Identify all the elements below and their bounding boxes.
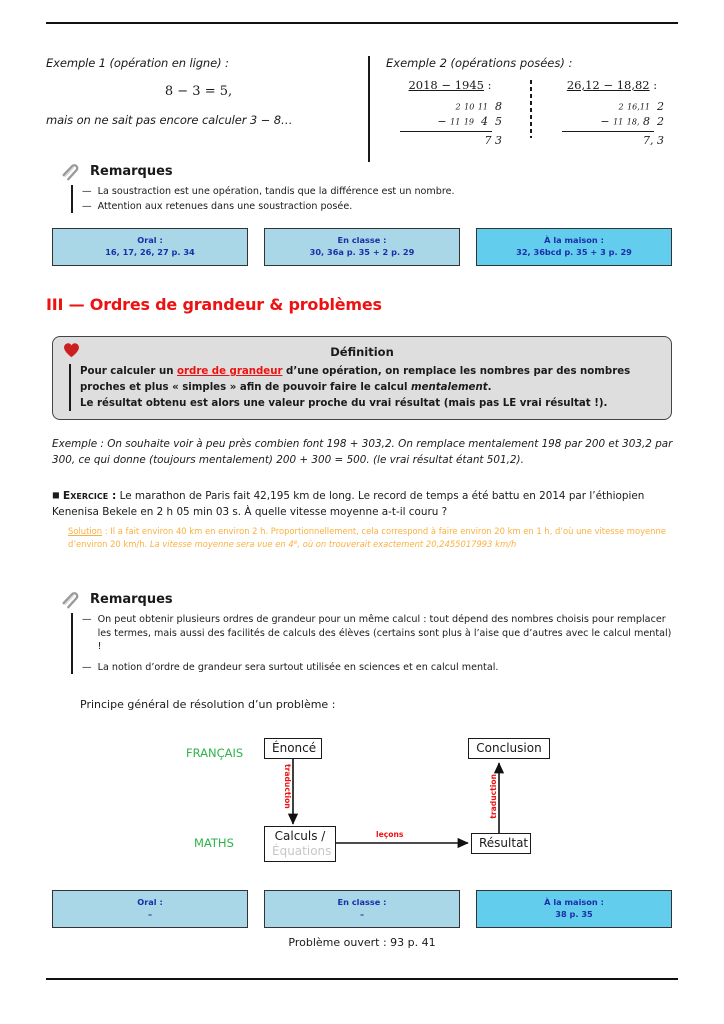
node-calculs-line-1: Calculs / bbox=[274, 829, 326, 843]
example-1 bbox=[46, 56, 351, 127]
remarques-1-item bbox=[82, 200, 660, 214]
homework-box-content: – bbox=[359, 909, 365, 920]
definition-box bbox=[52, 336, 672, 420]
homework-box-oral[interactable] bbox=[52, 228, 248, 266]
exercice-bullet-icon: ■ bbox=[52, 490, 60, 500]
node-resultat[interactable] bbox=[471, 833, 531, 854]
remarques-2-body bbox=[71, 613, 672, 674]
example-2-title: Exemple 2 (opérations posées) : bbox=[386, 56, 573, 70]
node-calculs-equations[interactable] bbox=[264, 826, 336, 862]
arrow-label-lecons: leçons bbox=[376, 830, 404, 839]
definition-text-a: Pour calculer un bbox=[80, 366, 178, 377]
definition-text-b: d’une opération, on remplace les nombres par des nombres proches et plus « simples » afin de pouvoir faire le calcul bbox=[80, 366, 631, 393]
remarques-block-2 bbox=[60, 588, 672, 675]
homework-box-title: En classe : bbox=[337, 897, 387, 907]
exercice-text: Le marathon de Paris fait 42,195 km de long. Le record de temps a été battu en 2014 par l’éthiopien Kenenisa Bekele en 2 h 05 min 03 s. À quelle vitesse moyenne a-t-il couru ? bbox=[52, 490, 645, 518]
node-resultat-label: Résultat bbox=[479, 836, 529, 850]
arrow-label-traduction-up: traduction bbox=[489, 774, 498, 819]
definition-text-c: . bbox=[487, 381, 492, 393]
remarques-1-item bbox=[82, 185, 660, 199]
remarques-1-title: Remarques bbox=[90, 163, 173, 179]
examples-area bbox=[46, 56, 678, 168]
homework-box-content: 32, 36bcd p. 35 + 3 p. 29 bbox=[516, 247, 632, 258]
homework-box-en-classe[interactable] bbox=[264, 228, 460, 266]
solution-italic-b: , où on trouverait exactement 20,2455017993 km/h bbox=[297, 539, 517, 550]
remarques-1-header bbox=[60, 160, 660, 182]
list-dash: — bbox=[82, 661, 92, 673]
homework-box-content: 16, 17, 26, 27 p. 34 bbox=[105, 247, 195, 258]
definition-line-2: Le résultat obtenu est alors une valeur proche du vrai résultat (mais pas LE vrai résultat !). bbox=[80, 397, 608, 409]
exercice-paragraph bbox=[52, 488, 676, 521]
posed-operation-2-result: 7, 3 bbox=[643, 133, 664, 147]
posed-operation-1-result: 7 3 bbox=[484, 133, 502, 147]
posed-operation-2 bbox=[548, 78, 676, 149]
exercice-label: Exercice : bbox=[62, 489, 117, 502]
footer-note: Problème ouvert : 93 p. 41 bbox=[288, 936, 436, 949]
lane-label-francais: FRANÇAIS bbox=[186, 746, 244, 760]
list-dash: — bbox=[82, 200, 92, 212]
homework-box-title: Oral : bbox=[137, 897, 163, 907]
top-rule bbox=[46, 22, 678, 24]
definition-body bbox=[69, 364, 661, 411]
paperclip-icon bbox=[60, 588, 82, 610]
posed-operation-1-rule bbox=[400, 131, 492, 132]
lane-label-maths: MATHS bbox=[194, 836, 234, 850]
solution-italic-a: La vitesse moyenne sera vue en 4 bbox=[149, 539, 294, 550]
homework-box-title: À la maison : bbox=[544, 235, 604, 245]
homework-box-a-la-maison[interactable] bbox=[476, 228, 672, 266]
homework-box-content: – bbox=[147, 909, 153, 920]
posed-operation-1 bbox=[386, 78, 514, 149]
remarques-2-title: Remarques bbox=[90, 591, 173, 607]
posed-operation-1-subtrahend: − 11 19 4 5 bbox=[437, 114, 502, 128]
homework-box-content: 30, 36a p. 35 + 2 p. 29 bbox=[309, 247, 415, 258]
posed-operation-1-colon: : bbox=[483, 78, 492, 92]
definition-title: Définition bbox=[330, 345, 394, 359]
posed-operations-separator bbox=[530, 80, 532, 138]
example-2 bbox=[386, 56, 678, 149]
list-dash: — bbox=[82, 186, 92, 197]
posed-operation-1-expression: 2018 − 1945 bbox=[408, 78, 484, 92]
example-1-title: Exemple 1 (opération en ligne) : bbox=[46, 56, 229, 70]
example-1-equation: 8 − 3 = 5, bbox=[164, 84, 233, 99]
homework-box-en-classe-2[interactable] bbox=[264, 890, 460, 928]
homework-box-row-2 bbox=[52, 890, 672, 928]
diagram-intro: Principe général de résolution d’un problème : bbox=[80, 698, 336, 711]
examples-divider bbox=[368, 56, 370, 162]
posed-operation-1-body bbox=[386, 100, 514, 149]
solution-superscript: e bbox=[293, 539, 298, 547]
remarques-1-body bbox=[71, 185, 660, 213]
bottom-rule bbox=[46, 978, 678, 980]
posed-operation-2-colon: : bbox=[649, 78, 658, 92]
example-1-note: mais on ne sait pas encore calculer 3 − 8… bbox=[46, 113, 293, 127]
list-dash: — bbox=[82, 614, 92, 625]
heart-icon bbox=[63, 342, 80, 358]
homework-box-title: Oral : bbox=[137, 235, 163, 245]
solution-paragraph bbox=[68, 525, 678, 552]
paperclip-icon bbox=[60, 160, 82, 182]
problem-solving-diagram bbox=[46, 716, 678, 866]
posed-operations bbox=[386, 78, 678, 149]
example-paragraph: Exemple : On souhaite voir à peu près combien font 198 + 303,2. On remplace mentalement 198 par 200 et 303,2 par 300, ce qui donne (toujours mentalement) 200 + 300 = 500. (le vrai résultat étant 501,2). bbox=[52, 438, 673, 466]
arrow-label-traduction-down: traduction bbox=[283, 764, 292, 809]
remarques-2-header bbox=[60, 588, 672, 610]
node-conclusion[interactable] bbox=[468, 738, 550, 759]
posed-operation-2-minuend: 2 16,11 2 bbox=[618, 100, 664, 113]
remarques-1-item-text: La soustraction est une opération, tandis que la différence est un nombre. bbox=[97, 186, 455, 197]
posed-operation-2-header bbox=[548, 78, 676, 92]
remarques-2-item-text: On peut obtenir plusieurs ordres de grandeur pour un même calcul : tout dépend des nombres choisis pour remplacer les termes, mais aussi des facilités de calculs des élèves (certains sont plus à l’aise que d’autres avec le calcul mental) ! bbox=[97, 614, 672, 653]
homework-box-a-la-maison-2[interactable] bbox=[476, 890, 672, 928]
posed-operation-2-body bbox=[548, 100, 676, 149]
remarques-2-item-text: La notion d’ordre de grandeur sera surtout utilisée en sciences et en calcul mental. bbox=[97, 661, 499, 673]
homework-box-oral-2[interactable] bbox=[52, 890, 248, 928]
posed-operation-2-subtrahend: − 11 18, 8 2 bbox=[600, 114, 664, 128]
node-enonce[interactable] bbox=[264, 738, 322, 759]
diagram-arrows bbox=[46, 716, 678, 866]
node-enonce-label: Énoncé bbox=[272, 741, 317, 755]
definition-highlight: ordre de grandeur bbox=[177, 366, 283, 377]
homework-box-row-1 bbox=[52, 228, 672, 266]
definition-emphasis: mentalement bbox=[411, 381, 488, 393]
remarques-2-item bbox=[82, 661, 672, 675]
node-calculs-line-2: Équations bbox=[272, 844, 332, 858]
remarques-1-item-text: Attention aux retenues dans une soustraction posée. bbox=[97, 200, 353, 212]
node-conclusion-label: Conclusion bbox=[476, 741, 542, 755]
posed-operation-2-expression: 26,12 − 18,82 bbox=[566, 78, 650, 92]
remarques-block-1 bbox=[60, 160, 660, 214]
solution-label: Solution bbox=[68, 526, 103, 536]
homework-box-content: 38 p. 35 bbox=[555, 909, 593, 920]
homework-box-title: En classe : bbox=[337, 235, 387, 245]
section-heading: III — Ordres de grandeur & problèmes bbox=[46, 295, 382, 314]
solution-text: : Il a fait environ 40 km en environ 2 h. Proportionnellement, cela correspond à faire environ 20 km en 1 h, d’où une vitesse moyenne d’environ 20 km/h. bbox=[68, 526, 666, 550]
homework-box-title: À la maison : bbox=[544, 897, 604, 907]
posed-operation-1-minuend: 2 10 11 8 bbox=[455, 100, 502, 113]
posed-operation-1-header bbox=[386, 78, 514, 92]
definition-topline bbox=[63, 343, 661, 361]
remarques-2-item bbox=[82, 613, 672, 654]
posed-operation-2-rule bbox=[562, 131, 654, 132]
